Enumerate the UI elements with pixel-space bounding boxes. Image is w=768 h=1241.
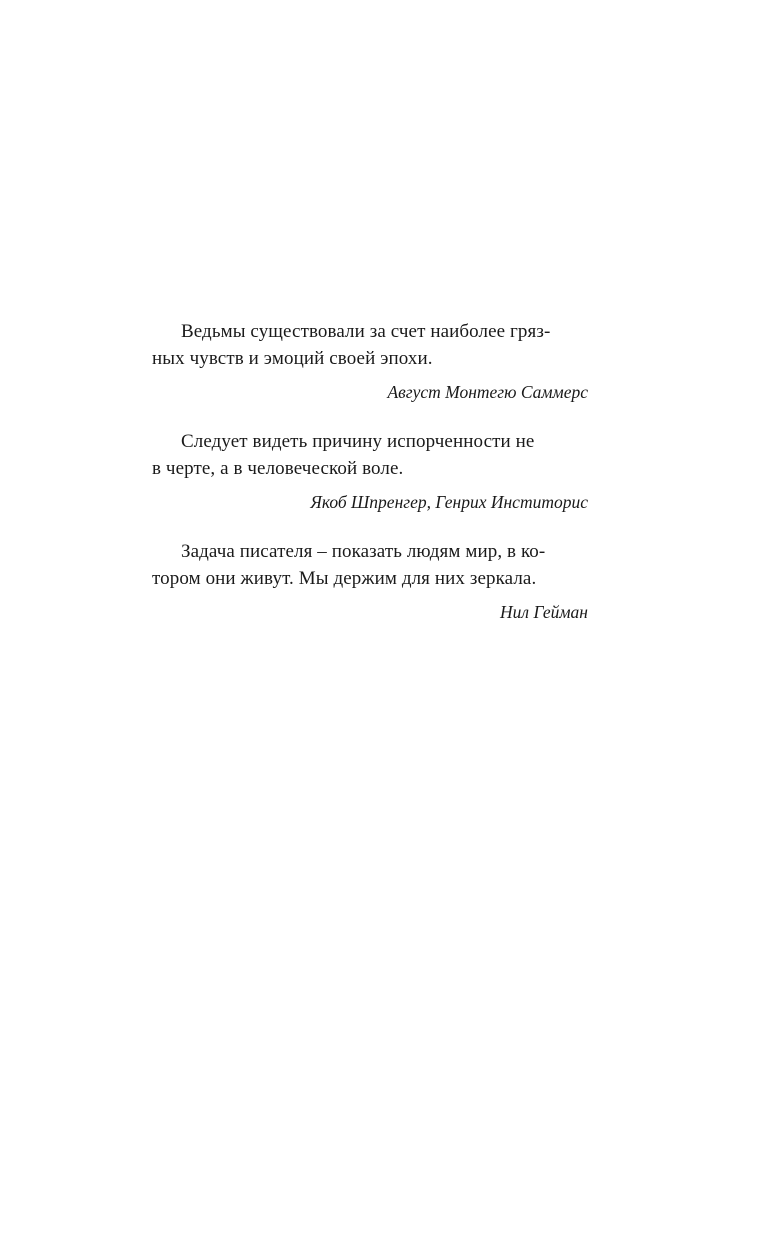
epigraph-line: Следует видеть причину испорченности не	[181, 431, 535, 452]
epigraph-line: Ведьмы существовали за счет наиболее гряз-	[181, 321, 551, 342]
epigraph-author: Август Монтегю Саммерс	[387, 382, 588, 402]
epigraph-summers	[152, 318, 588, 404]
epigraph-line: тором они живут. Мы держим для них зеркала.	[152, 568, 537, 589]
epigraph-author: Якоб Шпренгер, Генрих Инститорис	[310, 492, 588, 512]
epigraph-line: Задача писателя – показать людям мир, в ко-	[181, 541, 546, 562]
epigraph-sprenger-institoris	[152, 428, 588, 514]
epigraph-line: ных чувств и эмоций своей эпохи.	[152, 348, 433, 369]
epigraph-line: в черте, а в человеческой воле.	[152, 458, 404, 479]
epigraph-author: Нил Гейман	[500, 602, 588, 622]
epigraph-gaiman	[152, 538, 588, 624]
